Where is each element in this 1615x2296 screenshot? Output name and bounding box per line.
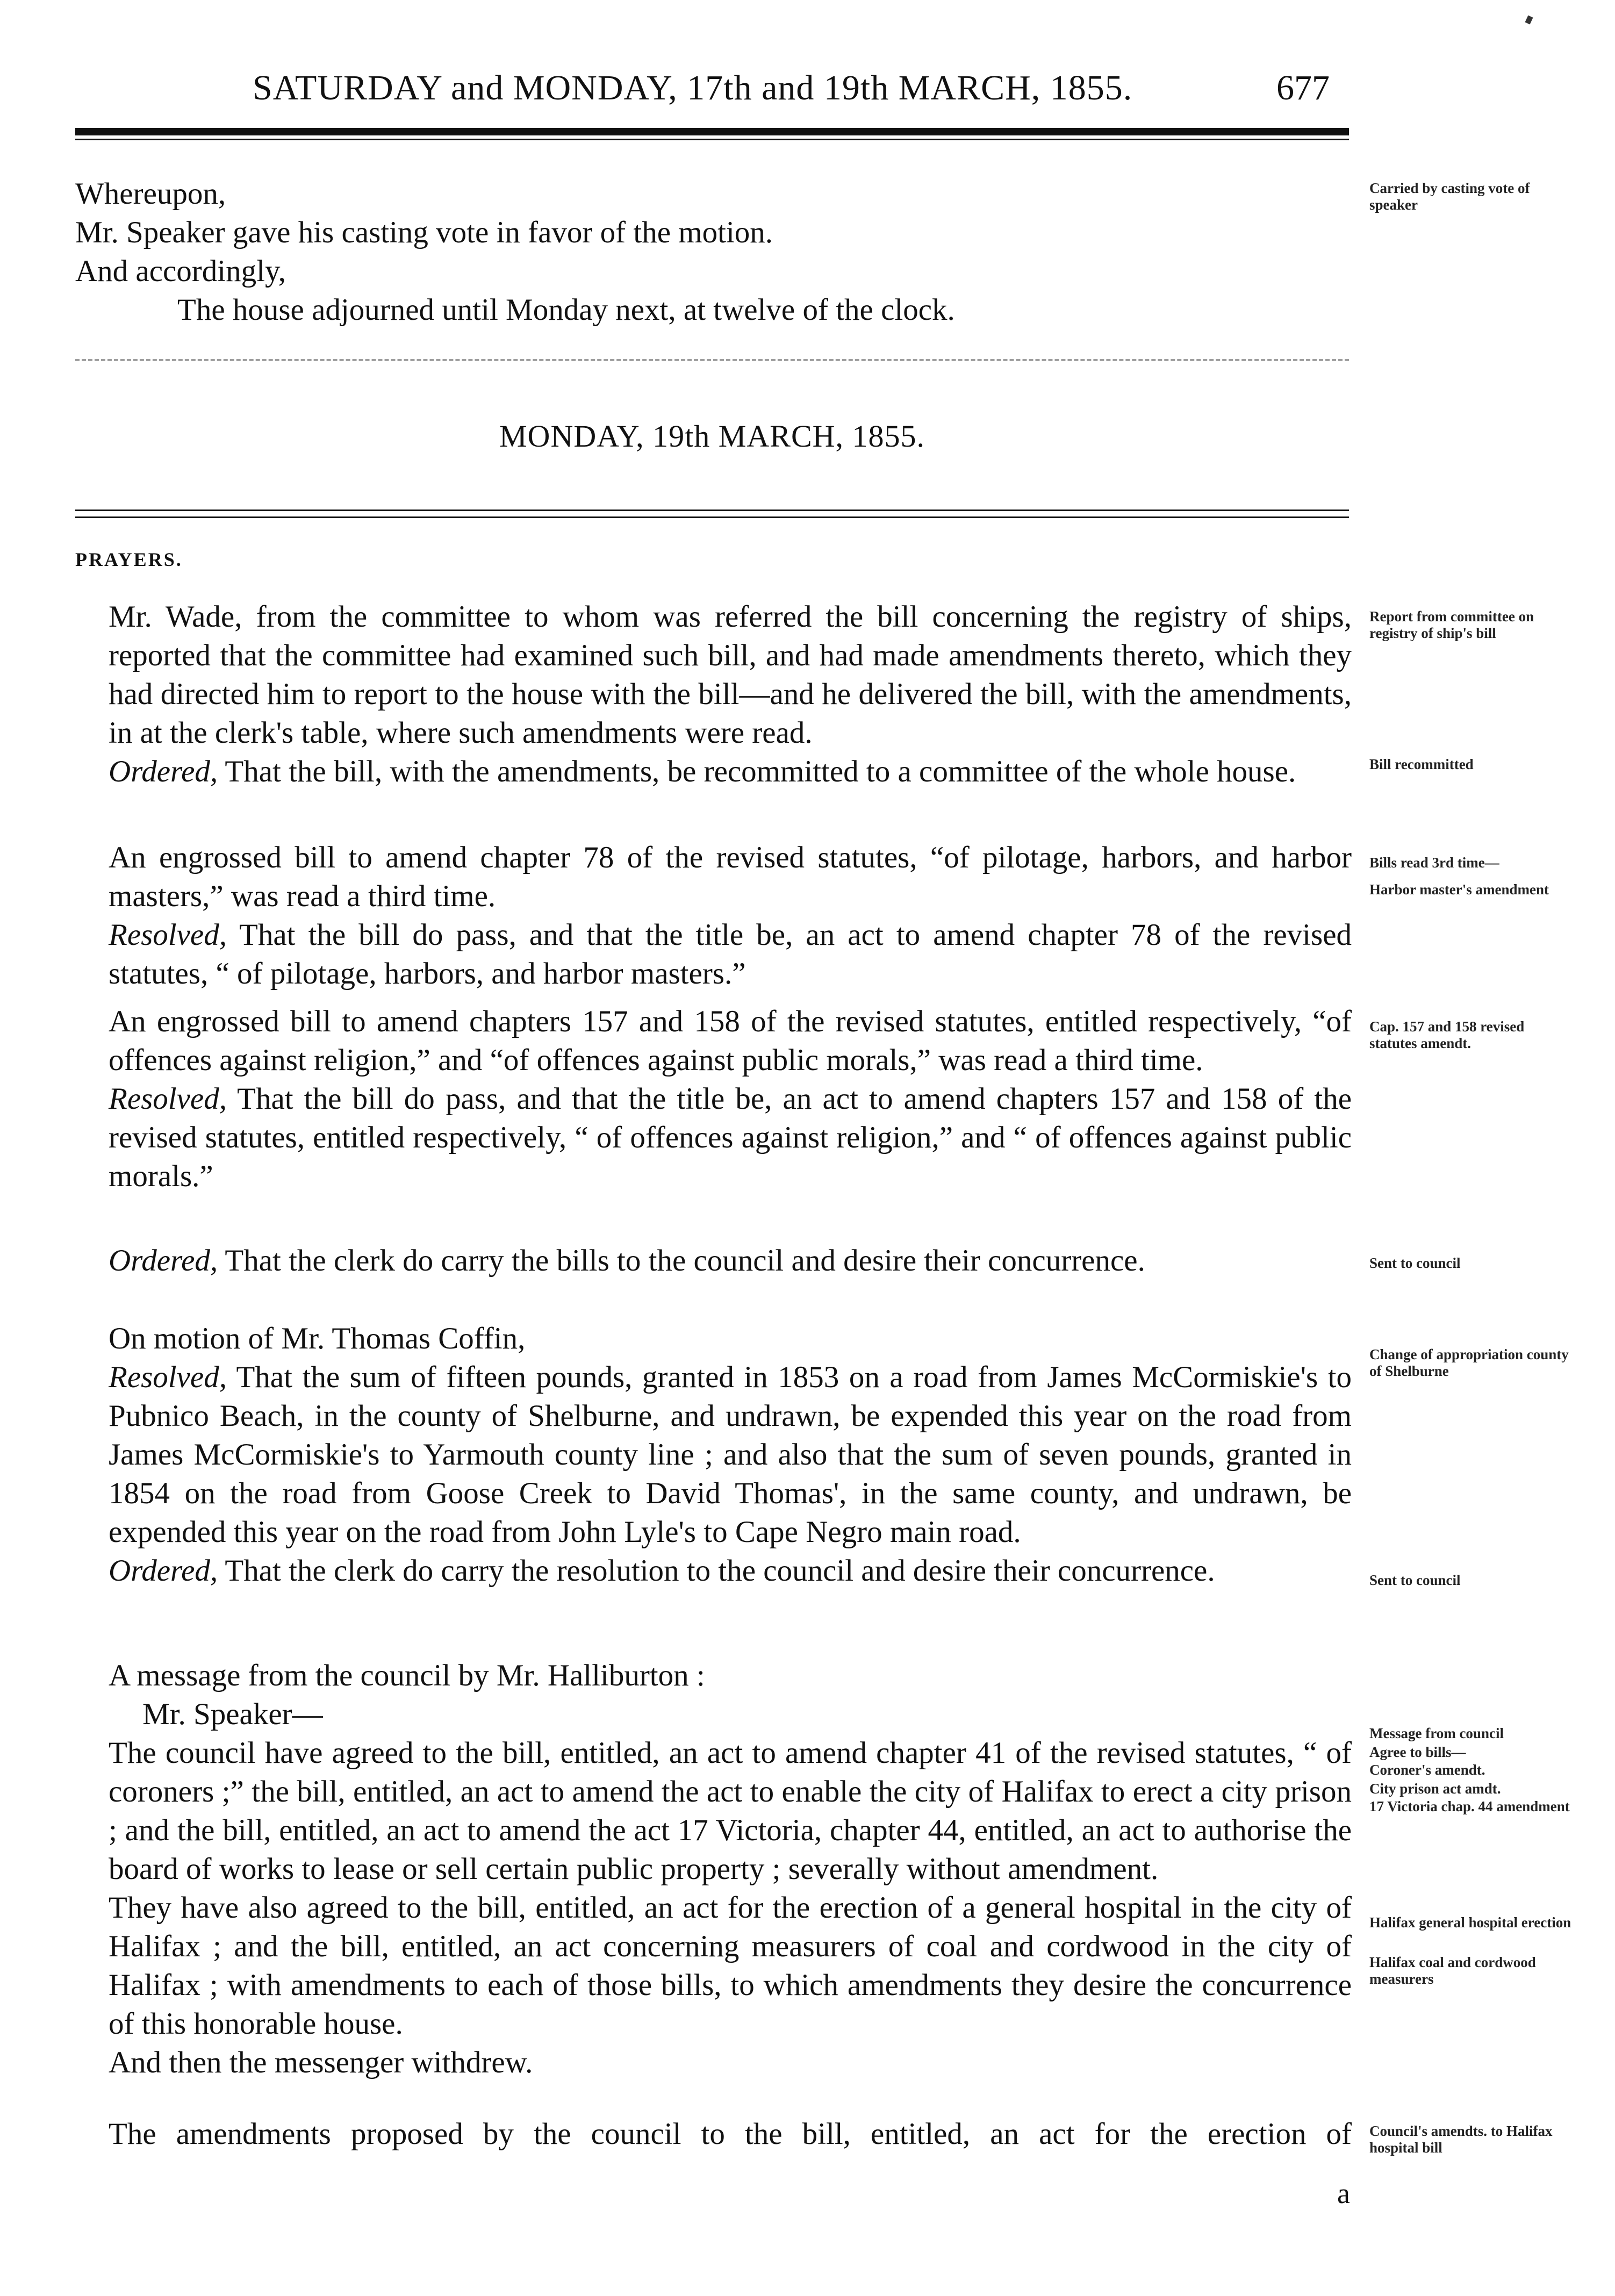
wade-report bbox=[75, 598, 1352, 791]
margin-note-coal-measurers: Halifax coal and cordwood measurers bbox=[1369, 1954, 1536, 1987]
ordered-label: Ordered, bbox=[109, 1554, 218, 1588]
margin-note-city-prison: City prison act amdt. bbox=[1369, 1781, 1501, 1797]
margin-note-message-council: Message from council bbox=[1369, 1725, 1504, 1741]
resolved-label: Resolved, bbox=[109, 918, 227, 952]
header-rule bbox=[75, 128, 1349, 135]
catchword: a bbox=[1337, 2177, 1350, 2209]
margin-note-cap-157: Cap. 157 and 158 revised statutes amendt. bbox=[1369, 1018, 1525, 1051]
ink-speck bbox=[1525, 16, 1533, 25]
margin-note-victoria: 17 Victoria chap. 44 amendment bbox=[1369, 1798, 1570, 1814]
header-title: SATURDAY and MONDAY, 17th and 19th MARCH, 1855. bbox=[253, 68, 1133, 107]
ordered-text: That the clerk do carry the bills to the council and desire their concurrence. bbox=[218, 1244, 1145, 1278]
resolved-text: That the bill do pass, and that the title be, an act to amend chapters 157 and 158 of the revised statutes, entitled respectively, “ of offences against religion,” and “ of offences against public morals.” bbox=[109, 1082, 1352, 1193]
religion-bill bbox=[75, 1002, 1352, 1196]
margin-note-change-appropriation: Change of appropriation county of Shelburne bbox=[1369, 1346, 1569, 1379]
message-salutation: Mr. Speaker— bbox=[142, 1697, 323, 1731]
amendments-text: The amendments proposed by the council to the bill, entitled, an act for the erection of bbox=[109, 2117, 1352, 2151]
prayers-label: PRAYERS. bbox=[75, 549, 183, 570]
margin-note-harbor-masters: Harbor master's amendment bbox=[1369, 881, 1549, 898]
pilotage-resolved bbox=[75, 916, 1352, 993]
margin-note-registry-report: Report from committee on registry of ship's bill bbox=[1369, 608, 1534, 641]
section-heading: MONDAY, 19th MARCH, 1855. bbox=[499, 419, 925, 454]
resolved-label: Resolved, bbox=[109, 1360, 227, 1394]
religion-resolved bbox=[75, 1080, 1352, 1196]
running-head bbox=[0, 68, 1615, 111]
message-amendments: They have also agreed to the bill, entitled, an act for the erection of a general hospital in the city of Halifax ; and the bill, entitled, an act concerning measurers of coal and cordwood in the city of Halifax ; with amendments to each of those bills, to which amendments they desire the concurrence of this honorable house. bbox=[109, 1891, 1352, 2041]
coffin-ordered bbox=[75, 1552, 1352, 1590]
ordered-label: Ordered, bbox=[109, 755, 218, 788]
messenger-withdrew: And then the messenger withdrew. bbox=[109, 2046, 533, 2079]
religion-text: An engrossed bill to amend chapters 157 and 158 of the revised statutes, entitled respectively, “of offences against religion,” and “of offences against public morals,” was read a third time. bbox=[109, 1004, 1352, 1077]
coffin-motion bbox=[75, 1319, 1352, 1590]
resolved-text: That the bill do pass, and that the title be, an act to amend chapter 78 of the revised statutes, “ of pilotage, harbors, and harbor masters.” bbox=[109, 918, 1352, 991]
margin-note-council-amendts: Council's amendts. to Halifax hospital bill bbox=[1369, 2123, 1553, 2156]
wade-report-text: Mr. Wade, from the committee to whom was referred the bill concerning the registry of ships, reported that the committee had examined such bill, and had made amendments thereto, which they had directed him to report to the house with the bill—and he delivered the bill, with the amendments, in at the clerk's table, where such amendments were read. bbox=[109, 600, 1352, 750]
council-message bbox=[75, 1656, 1352, 2082]
margin-note-halifax-hospital: Halifax general hospital erection bbox=[1369, 1914, 1571, 1931]
wade-ordered bbox=[75, 752, 1352, 791]
ordered-text: That the bill, with the amendments, be recommitted to a committee of the whole house. bbox=[218, 755, 1296, 788]
resolved-text: That the sum of fifteen pounds, granted in 1853 on a road from James McCormiskie's to Pubnico Beach, in the county of Shelburne, and undrawn, be expended this year on the road from James McCormiskie's to Yarmouth county line ; and also that the sum of seven pounds, granted in 1854 on the road from Goose Creek to David Thomas', in the same county, and undrawn, be expended this year on the road from John Lyle's to Cape Negro main road. bbox=[109, 1360, 1352, 1549]
margin-note-sent-council-2: Sent to council bbox=[1369, 1572, 1461, 1588]
heading-double-rule bbox=[75, 510, 1349, 518]
speaker-vote-line: Mr. Speaker gave his casting vote in favor of the motion. bbox=[75, 216, 773, 249]
adjournment-block bbox=[75, 175, 1352, 329]
adjourned-line: The house adjourned until Monday next, at twelve of the clock. bbox=[177, 293, 955, 327]
margin-note-coroners: Coroner's amendt. bbox=[1369, 1762, 1485, 1778]
section-divider bbox=[75, 359, 1349, 361]
margin-note-sent-council: Sent to council bbox=[1369, 1255, 1461, 1271]
amendments-para bbox=[75, 2115, 1352, 2154]
resolved-label: Resolved, bbox=[109, 1082, 227, 1116]
whereupon-line: Whereupon, bbox=[75, 177, 226, 211]
page-number: 677 bbox=[1276, 68, 1330, 107]
margin-note-casting-vote: Carried by casting vote of speaker bbox=[1369, 180, 1530, 213]
coffin-motion-line: On motion of Mr. Thomas Coffin, bbox=[109, 1322, 526, 1355]
accordingly-line: And accordingly, bbox=[75, 254, 286, 288]
margin-note-agree-bills: Agree to bills— bbox=[1369, 1744, 1466, 1760]
ordered-council-line bbox=[75, 1242, 1352, 1280]
pilotage-text: An engrossed bill to amend chapter 78 of the revised statutes, “of pilotage, harbors, and harbor masters,” was read a third time. bbox=[109, 841, 1352, 913]
ordered-label: Ordered, bbox=[109, 1244, 218, 1278]
message-intro: A message from the council by Mr. Halliburton : bbox=[109, 1659, 705, 1692]
message-agreed: The council have agreed to the bill, entitled, an act to amend chapter 41 of the revised statutes, “ of coroners ;” the bill, entitled, an act to amend the act to enable the city of Halifax to erect a city prison ; and the bill, entitled, an act to amend the act 17 Victoria, chapter 44, entitled, an act to authorise the board of works to lease or sell certain public property ; severally without amendment. bbox=[109, 1736, 1352, 1886]
margin-note-bill-recommitted: Bill recommitted bbox=[1369, 756, 1474, 772]
margin-note-bills-third: Bills read 3rd time— bbox=[1369, 855, 1499, 871]
ordered-council bbox=[75, 1242, 1352, 1280]
coffin-resolved bbox=[75, 1358, 1352, 1552]
pilotage-bill bbox=[75, 838, 1352, 993]
ordered-text: That the clerk do carry the resolution to the council and desire their concurrence. bbox=[218, 1554, 1215, 1588]
header-rule-thin bbox=[75, 139, 1349, 140]
